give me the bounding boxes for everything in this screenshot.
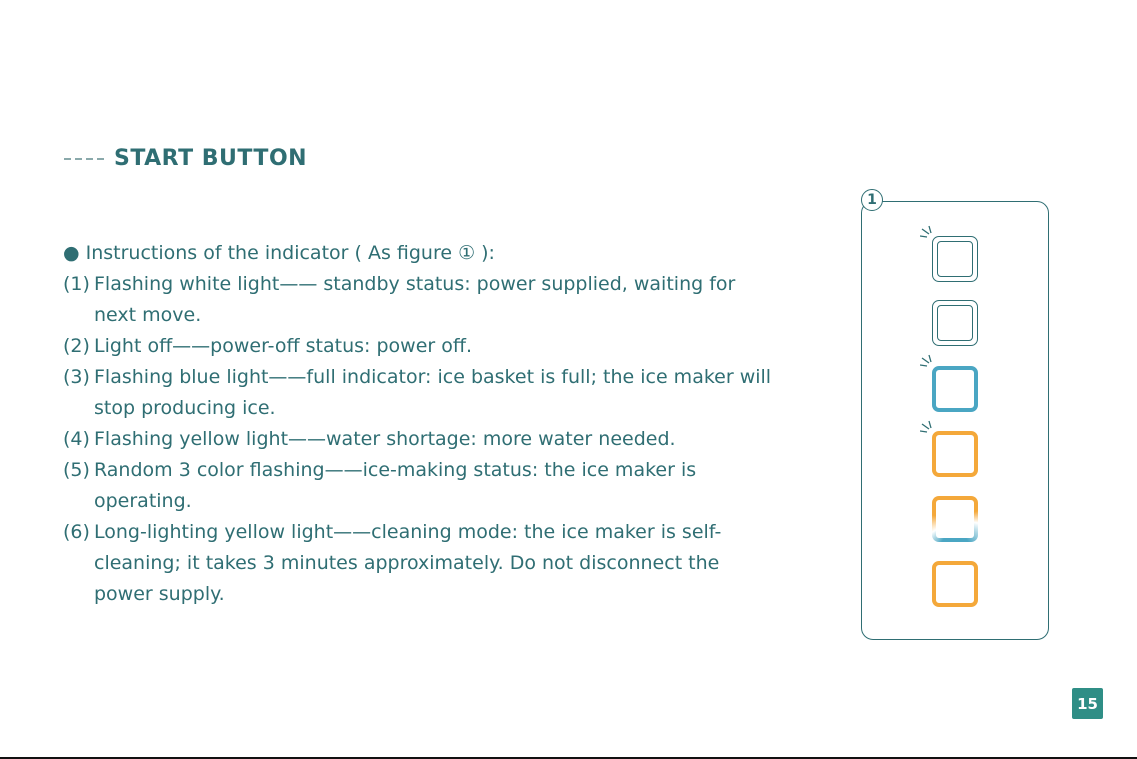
item-text: Long-lighting yellow light——cleaning mode: the ice maker is self-cleaning; it takes 3 minutes approximately. Do not disconnect the power supply. — [94, 521, 722, 605]
instructions-intro: ● Instructions of the indicator ( As figure ① ): — [63, 242, 495, 264]
instructions-block — [63, 238, 783, 610]
section-title: START BUTTON — [114, 146, 308, 171]
item-number: (3) — [63, 366, 90, 388]
multicolor-square-light-icon — [932, 496, 978, 542]
off-square-light-icon — [932, 300, 978, 346]
dash-decoration — [64, 158, 104, 160]
item-text: Flashing blue light——full indicator: ice basket is full; the ice maker will stop producing ice. — [94, 366, 772, 419]
item-text: Random 3 color flashing——ice-making status: the ice maker is operating. — [94, 459, 697, 512]
instruction-item-5 — [63, 455, 783, 517]
page-number-badge: 15 — [1072, 688, 1103, 719]
item-number: (5) — [63, 459, 90, 481]
instruction-item-1 — [63, 269, 783, 331]
item-text: Flashing white light—— standby status: power supplied, waiting for next move. — [94, 273, 736, 326]
white-square-light-icon — [932, 236, 978, 282]
item-number: (2) — [63, 335, 90, 357]
section-heading — [64, 146, 307, 171]
instruction-item-6 — [63, 517, 783, 610]
item-number: (6) — [63, 521, 90, 543]
yellow-square-light-icon — [932, 561, 978, 607]
instruction-item-2 — [63, 331, 783, 362]
item-text: Flashing yellow light——water shortage: more water needed. — [94, 428, 676, 450]
blue-square-light-icon — [932, 366, 978, 412]
instruction-item-3 — [63, 362, 783, 424]
item-text: Light off——power-off status: power off. — [94, 335, 472, 357]
instruction-item-4 — [63, 424, 783, 455]
item-number: (1) — [63, 273, 90, 295]
item-number: (4) — [63, 428, 90, 450]
yellow-square-light-icon — [932, 431, 978, 477]
figure-label: 1 — [861, 189, 883, 211]
